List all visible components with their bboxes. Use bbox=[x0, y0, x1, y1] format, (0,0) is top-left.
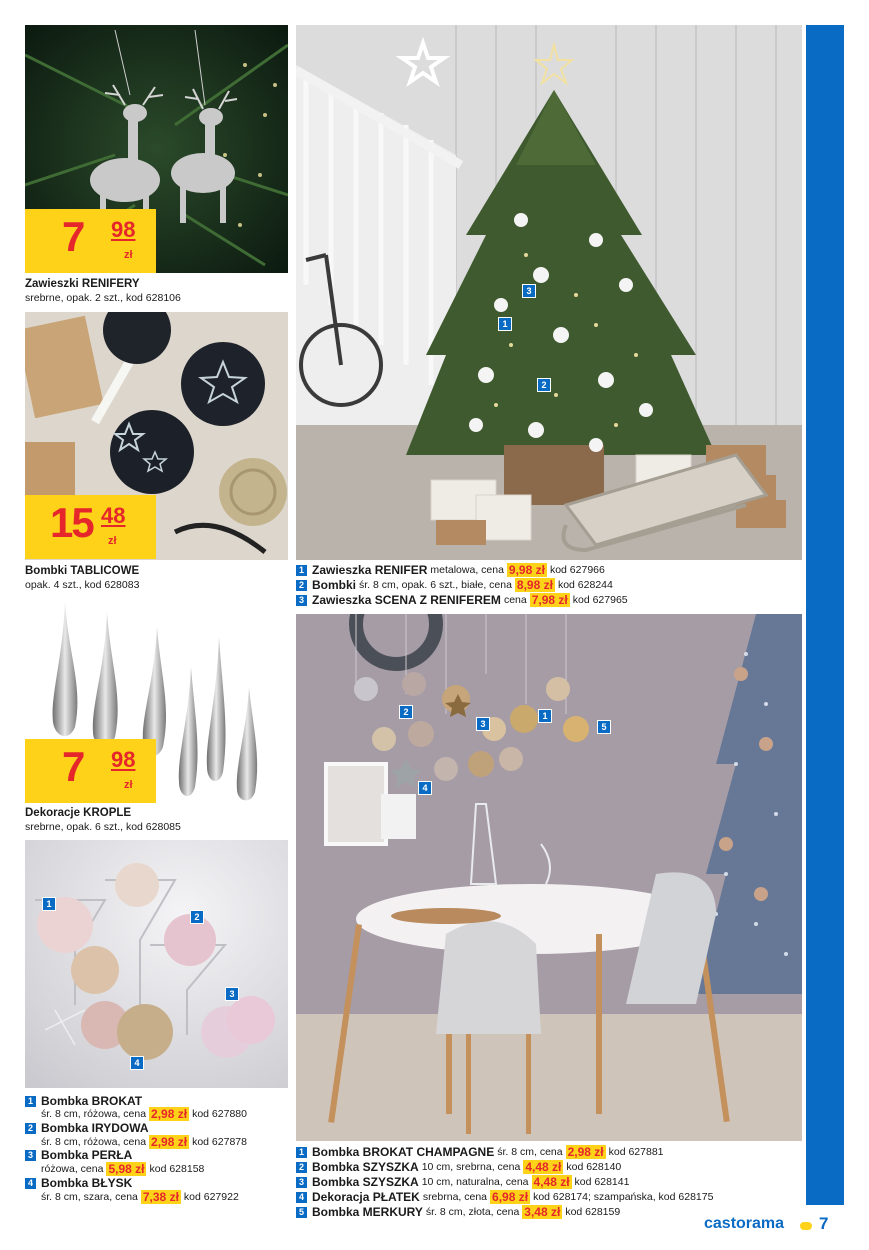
item-name: Bombka BROKAT CHAMPAGNE bbox=[312, 1145, 495, 1159]
item-number: 3 bbox=[25, 1150, 36, 1161]
item-desc: srebrna, cena bbox=[422, 1191, 488, 1203]
item-desc: śr. 8 cm, cena bbox=[497, 1146, 563, 1158]
item-name: Bombka SZYSZKA bbox=[312, 1160, 419, 1174]
item-name: Bombka BROKAT bbox=[41, 1094, 143, 1108]
dining-room-illustration bbox=[296, 614, 802, 1141]
glass-baubles-illustration bbox=[25, 840, 288, 1088]
item-name: Bombka IRYDOWA bbox=[41, 1121, 149, 1135]
item-price: 7,38 zł bbox=[142, 1190, 179, 1204]
callout-tag-4: 4 bbox=[418, 781, 432, 795]
item-code: kod 628141 bbox=[574, 1176, 630, 1188]
item-number: 4 bbox=[25, 1178, 36, 1189]
callout-tag-3: 3 bbox=[522, 284, 536, 298]
item-code: kod 627922 bbox=[183, 1191, 239, 1203]
callout-tag-2: 2 bbox=[537, 378, 551, 392]
item-number: 5 bbox=[296, 1207, 307, 1218]
item-number: 1 bbox=[25, 1096, 36, 1107]
item-code: kod 627880 bbox=[192, 1108, 247, 1120]
list-item bbox=[296, 1190, 713, 1204]
list-item-detail bbox=[41, 1190, 239, 1204]
photo-christmas-tree-stairs bbox=[296, 25, 802, 560]
item-price: 2,98 zł bbox=[567, 1145, 604, 1159]
item-price: 9,98 zł bbox=[508, 563, 545, 577]
list-item-detail bbox=[41, 1162, 204, 1176]
price-badge-drops bbox=[25, 739, 156, 803]
price-integer: 7 bbox=[62, 213, 84, 260]
callout-tag-1: 1 bbox=[42, 897, 56, 911]
item-code: kod 627965 bbox=[572, 594, 628, 606]
item-price: 8,98 zł bbox=[516, 578, 553, 592]
product-name: Zawieszki RENIFERY bbox=[25, 278, 140, 290]
christmas-tree-illustration bbox=[296, 25, 802, 560]
list-item bbox=[25, 1148, 135, 1162]
product-desc: srebrne, opak. 6 szt., kod 628085 bbox=[25, 821, 181, 833]
item-code: kod 628244 bbox=[557, 579, 613, 591]
item-desc: różowa, cena bbox=[41, 1163, 104, 1175]
item-code: kod 628158 bbox=[149, 1163, 205, 1175]
item-desc: metalowa, cena bbox=[430, 564, 504, 576]
product-name: Bombki TABLICOWE bbox=[25, 565, 140, 577]
item-desc: śr. 8 cm, szara, cena bbox=[41, 1191, 138, 1203]
brand-logo: castorama bbox=[704, 1215, 785, 1232]
list-item bbox=[25, 1176, 135, 1190]
price-decimals: 98 bbox=[111, 217, 136, 242]
list-item-detail bbox=[41, 1107, 247, 1121]
product-desc: srebrne, opak. 2 szt., kod 628106 bbox=[25, 292, 181, 304]
item-number: 3 bbox=[296, 595, 307, 606]
page-number: 7 bbox=[819, 1214, 829, 1233]
item-price: 7,98 zł bbox=[531, 593, 568, 607]
list-item bbox=[296, 1160, 621, 1174]
item-desc: śr. 8 cm, różowa, cena bbox=[41, 1108, 147, 1120]
logo-dot-icon bbox=[800, 1222, 812, 1230]
item-code: kod 628174; szampańska, kod 628175 bbox=[533, 1191, 714, 1203]
product-name: Dekoracje KROPLE bbox=[25, 807, 132, 819]
item-number: 2 bbox=[296, 580, 307, 591]
list-item bbox=[296, 1175, 629, 1189]
item-name: Zawieszka SCENA Z RENIFEREM bbox=[312, 593, 501, 607]
price-currency: zł bbox=[124, 249, 133, 261]
item-code: kod 627966 bbox=[549, 564, 605, 576]
price-currency: zł bbox=[108, 535, 117, 547]
item-price: 2,98 zł bbox=[151, 1135, 188, 1149]
item-number: 1 bbox=[296, 1147, 307, 1158]
item-name: Bombka MERKURY bbox=[312, 1205, 423, 1219]
item-number: 1 bbox=[296, 565, 307, 576]
item-price: 4,48 zł bbox=[533, 1175, 570, 1189]
list-item bbox=[296, 593, 628, 607]
item-number: 2 bbox=[25, 1123, 36, 1134]
price-integer: 7 bbox=[62, 743, 84, 790]
price-decimals: 98 bbox=[111, 747, 136, 772]
item-number: 3 bbox=[296, 1177, 307, 1188]
callout-tag-2: 2 bbox=[190, 910, 204, 924]
item-name: Bombka SZYSZKA bbox=[312, 1175, 419, 1189]
callout-tag-4: 4 bbox=[130, 1056, 144, 1070]
list-item bbox=[296, 1145, 664, 1159]
item-price: 3,48 zł bbox=[524, 1205, 561, 1219]
item-price: 2,98 zł bbox=[151, 1107, 188, 1121]
item-name: Bombka PERŁA bbox=[41, 1148, 133, 1162]
item-desc: śr. 8 cm, różowa, cena bbox=[41, 1136, 147, 1148]
list-item bbox=[25, 1094, 145, 1108]
callout-tag-2: 2 bbox=[399, 705, 413, 719]
item-price: 5,98 zł bbox=[108, 1162, 145, 1176]
item-number: 4 bbox=[296, 1192, 307, 1203]
item-code: kod 628140 bbox=[566, 1161, 622, 1173]
item-code: kod 627881 bbox=[608, 1146, 664, 1158]
item-price: 4,48 zł bbox=[525, 1160, 562, 1174]
product-desc: opak. 4 szt., kod 628083 bbox=[25, 579, 140, 591]
side-color-bar bbox=[806, 25, 844, 1205]
list-item bbox=[296, 578, 613, 592]
item-code: kod 628159 bbox=[565, 1206, 621, 1218]
list-item bbox=[25, 1121, 152, 1135]
price-badge-chalkboard bbox=[25, 495, 156, 559]
list-item-detail bbox=[41, 1135, 247, 1149]
item-code: kod 627878 bbox=[192, 1136, 247, 1148]
item-name: Bombka BŁYSK bbox=[41, 1176, 133, 1190]
callout-tag-5: 5 bbox=[597, 720, 611, 734]
price-decimals: 48 bbox=[101, 503, 126, 528]
item-desc: 10 cm, naturalna, cena bbox=[421, 1176, 529, 1188]
callout-tag-3: 3 bbox=[225, 987, 239, 1001]
list-item bbox=[296, 1205, 620, 1219]
photo-dining-room bbox=[296, 614, 802, 1141]
callout-tag-3: 3 bbox=[476, 717, 490, 731]
item-number: 2 bbox=[296, 1162, 307, 1173]
item-name: Dekoracja PŁATEK bbox=[312, 1190, 420, 1204]
item-desc: śr. 8 cm, opak. 6 szt., białe, cena bbox=[359, 579, 512, 591]
list-item bbox=[296, 563, 605, 577]
item-name: Zawieszka RENIFER bbox=[312, 563, 428, 577]
item-desc: śr. 8 cm, złota, cena bbox=[425, 1206, 520, 1218]
item-name: Bombki bbox=[312, 578, 357, 592]
callout-tag-1: 1 bbox=[498, 317, 512, 331]
price-badge-reindeer bbox=[25, 209, 156, 273]
item-desc: 10 cm, srebrna, cena bbox=[421, 1161, 521, 1173]
item-price: 6,98 zł bbox=[492, 1190, 529, 1204]
photo-glass-baubles bbox=[25, 840, 288, 1088]
price-currency: zł bbox=[124, 779, 133, 791]
item-desc: cena bbox=[503, 594, 527, 606]
callout-tag-1: 1 bbox=[538, 709, 552, 723]
price-integer: 15 bbox=[50, 499, 93, 546]
